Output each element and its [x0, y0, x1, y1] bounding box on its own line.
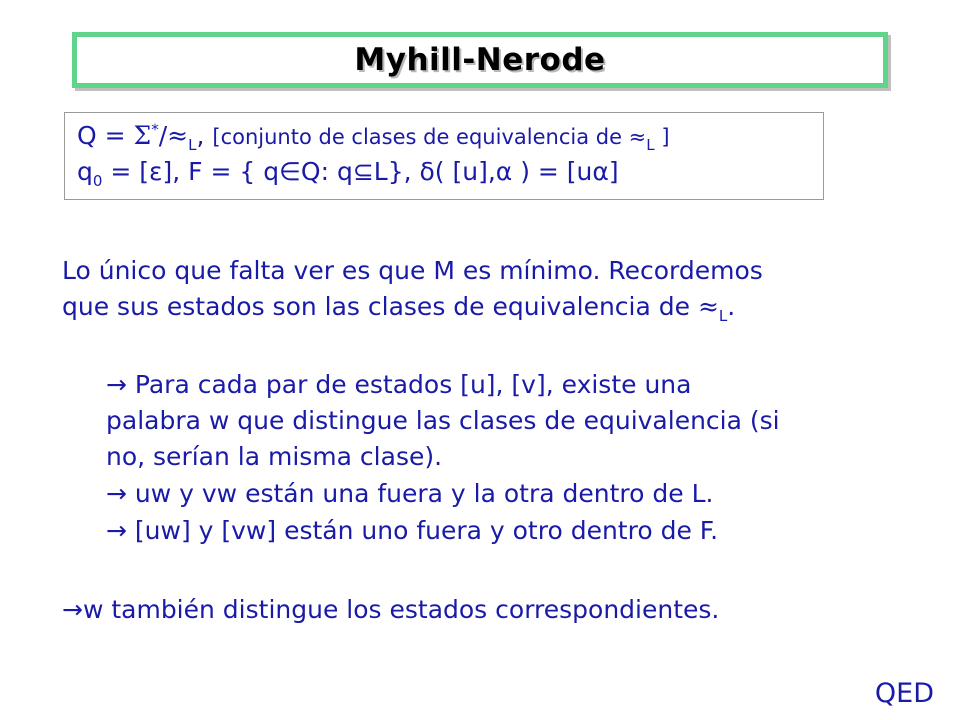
q-symbol: q — [77, 157, 93, 186]
bullet-1-line-3: no, serían la misma clase). — [106, 442, 443, 471]
paragraph-line-2-text: que sus estados son las clases de equivalencia de — [62, 292, 698, 321]
comma: , — [196, 121, 213, 150]
note-approx-symbol: ≈ — [628, 125, 647, 149]
star-superscript: * — [151, 120, 159, 139]
l-subscript: L — [188, 136, 197, 154]
note-l-subscript: L — [646, 136, 655, 154]
qed-label: QED — [874, 678, 934, 709]
slash: / — [158, 121, 168, 150]
definition-box — [64, 112, 824, 200]
sigma-symbol: Σ — [133, 121, 152, 150]
definition-line-2 — [77, 157, 619, 190]
slide-title: Myhill-Nerode — [354, 42, 606, 78]
conclusion: →w también distingue los estados correspondientes. — [62, 595, 720, 624]
note-end: ] — [654, 125, 670, 149]
zero-subscript: 0 — [92, 172, 103, 190]
bullet-1-line-1: → Para cada par de estados [u], [v], existe una — [106, 370, 692, 399]
bullet-3: → [uw] y [vw] están uno fuera y otro dentro de F. — [106, 516, 719, 545]
paragraph-l-subscript: L — [718, 307, 728, 325]
definition-rest: = [ε], F = { q∈Q: q⊆L}, δ( [u],α ) = [uα] — [102, 157, 619, 186]
paragraph-period: . — [727, 292, 736, 321]
paragraph-line-2 — [62, 292, 736, 325]
approx-symbol: ≈ — [167, 121, 189, 150]
bullet-2: → uw y vw están una fuera y la otra dentro de L. — [106, 479, 714, 508]
title-box — [72, 32, 888, 88]
definition-line-1 — [77, 120, 670, 154]
bullet-1-line-2: palabra w que distingue las clases de equivalencia (si — [106, 406, 780, 435]
q-equals: Q = — [77, 121, 134, 150]
paragraph-line-1: Lo único que falta ver es que M es mínimo. Recordemos — [62, 256, 763, 285]
definition-note: [conjunto de clases de equivalencia de — [212, 125, 629, 149]
paragraph-approx-symbol: ≈ — [697, 292, 719, 321]
